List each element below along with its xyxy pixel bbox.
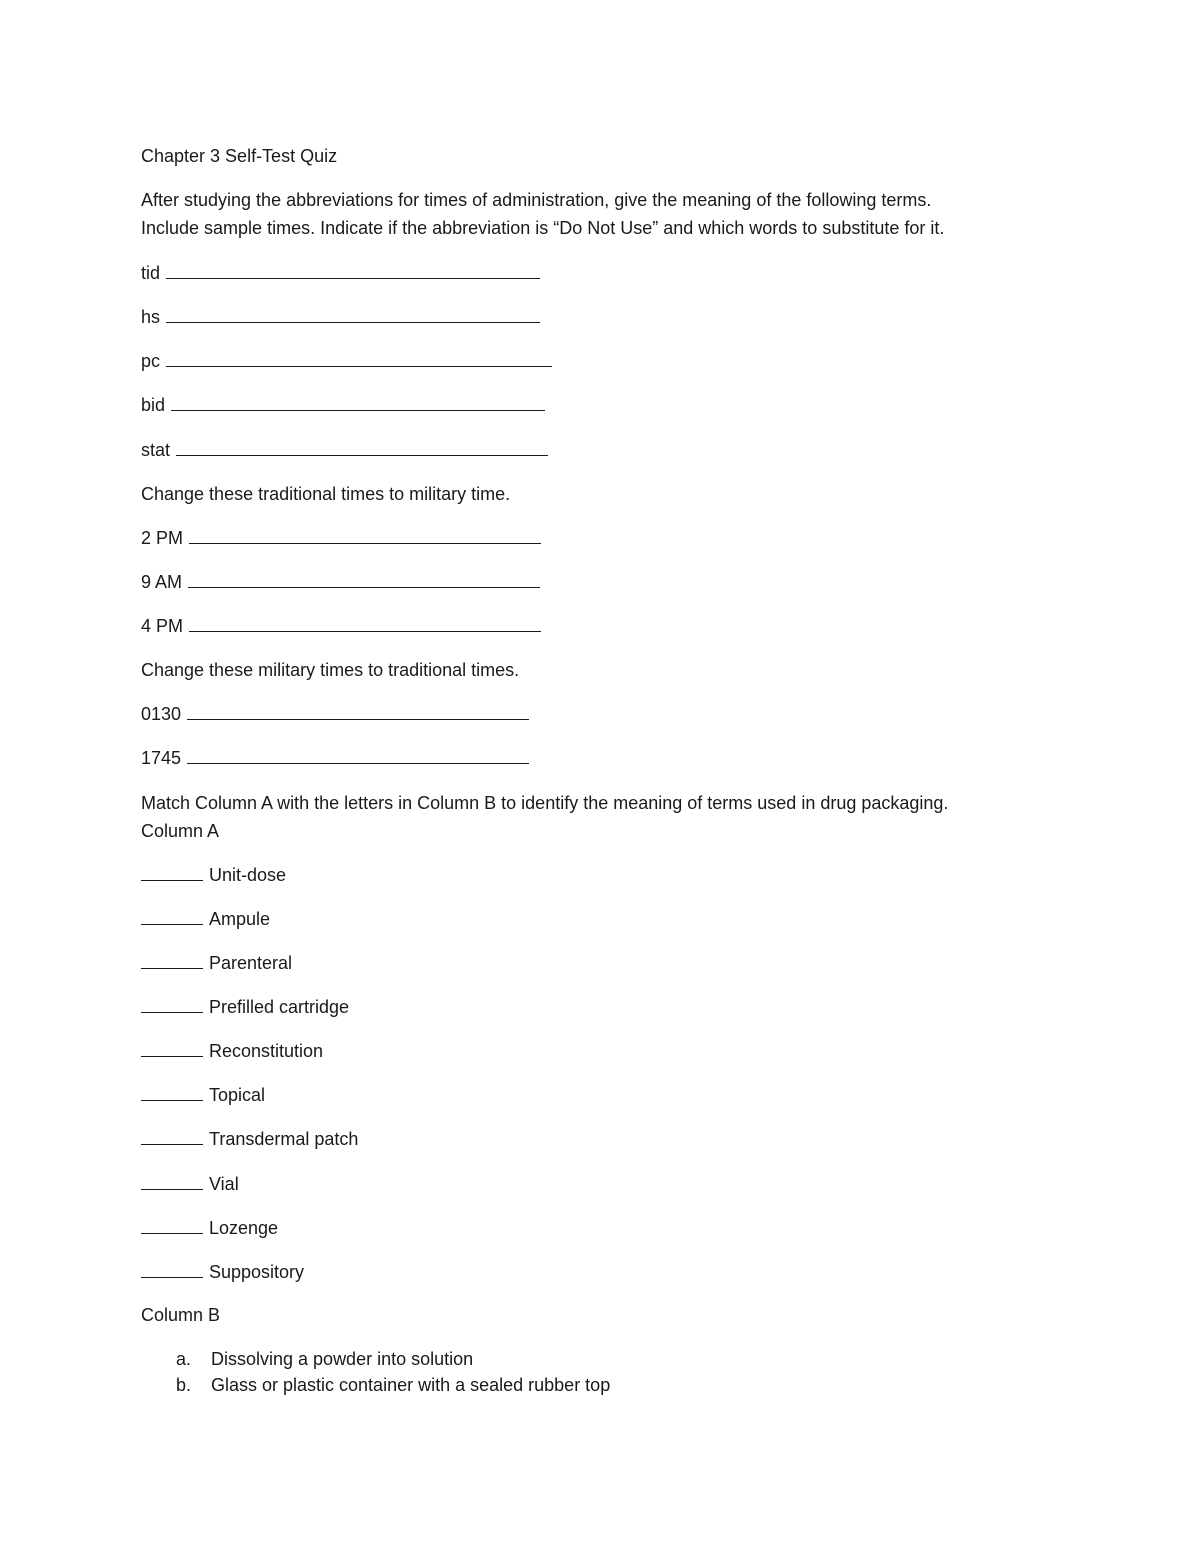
time-label: 1745 (141, 748, 182, 768)
column-a-heading: Column A (141, 821, 220, 841)
time-label: 9 AM (141, 572, 183, 592)
answer-blank[interactable] (166, 348, 552, 367)
answer-blank[interactable] (166, 260, 540, 279)
abbrev-label: tid (141, 263, 161, 283)
match-row (141, 993, 349, 1021)
answer-blank[interactable] (171, 392, 545, 411)
match-row (141, 949, 292, 977)
abbrev-label: stat (141, 440, 171, 460)
answer-blank[interactable] (189, 525, 541, 544)
match-blank[interactable] (141, 1038, 203, 1057)
abbrev-row-stat (141, 436, 548, 464)
term-label: Topical (209, 1085, 266, 1105)
intro-line-2: Include sample times. Indicate if the abbreviation is “Do Not Use” and which words to substitute for it. (141, 218, 945, 238)
match-blank[interactable] (141, 950, 203, 969)
term-label: Suppository (209, 1262, 305, 1282)
quiz-page (141, 0, 1071, 1553)
term-label: Vial (209, 1174, 239, 1194)
time-label: 0130 (141, 704, 182, 724)
answer-blank[interactable] (188, 569, 540, 588)
term-label: Ampule (209, 909, 271, 929)
match-blank[interactable] (141, 994, 203, 1013)
term-label: Prefilled cartridge (209, 997, 350, 1017)
list-marker: b. (176, 1375, 192, 1395)
match-row (141, 1258, 304, 1286)
column-b-text: Dissolving a powder into solution (211, 1349, 474, 1369)
column-b-item (141, 1346, 610, 1372)
abbrev-label: bid (141, 395, 166, 415)
column-b-text: Glass or plastic container with a sealed rubber top (211, 1375, 611, 1395)
time-row-9am (141, 568, 540, 596)
answer-blank[interactable] (166, 304, 540, 323)
answer-blank[interactable] (187, 701, 529, 720)
match-blank[interactable] (141, 1259, 203, 1278)
time-row-2pm (141, 524, 541, 552)
match-blank[interactable] (141, 1082, 203, 1101)
time-label: 2 PM (141, 528, 184, 548)
match-row (141, 1037, 323, 1065)
term-label: Parenteral (209, 953, 293, 973)
match-row (141, 1081, 265, 1109)
time-row-1745 (141, 744, 529, 772)
match-row (141, 1125, 358, 1153)
section-to-traditional: Change these military times to traditional times. (141, 660, 520, 680)
page-title: Chapter 3 Self-Test Quiz (141, 146, 338, 166)
time-row-4pm (141, 612, 541, 640)
term-label: Transdermal patch (209, 1129, 359, 1149)
term-label: Reconstitution (209, 1041, 324, 1061)
column-b-heading: Column B (141, 1305, 221, 1325)
column-b-list (141, 1346, 610, 1398)
match-blank[interactable] (141, 906, 203, 925)
match-blank[interactable] (141, 1126, 203, 1145)
match-blank[interactable] (141, 1215, 203, 1234)
term-label: Lozenge (209, 1218, 279, 1238)
match-instruction: Match Column A with the letters in Column B to identify the meaning of terms used in drug packaging. (141, 793, 949, 813)
answer-blank[interactable] (176, 437, 548, 456)
section-to-military: Change these traditional times to military time. (141, 484, 511, 504)
match-blank[interactable] (141, 862, 203, 881)
abbrev-row-tid (141, 259, 540, 287)
match-row (141, 905, 270, 933)
time-label: 4 PM (141, 616, 184, 636)
list-marker: a. (176, 1349, 192, 1369)
answer-blank[interactable] (189, 613, 541, 632)
match-row (141, 1170, 239, 1198)
answer-blank[interactable] (187, 745, 529, 764)
match-blank[interactable] (141, 1171, 203, 1190)
intro-line-1: After studying the abbreviations for times of administration, give the meaning of the following terms. (141, 190, 932, 210)
column-b-item (141, 1372, 610, 1398)
abbrev-label: hs (141, 307, 161, 327)
abbrev-row-hs (141, 303, 540, 331)
term-label: Unit-dose (209, 865, 287, 885)
abbrev-row-bid (141, 391, 545, 419)
abbrev-label: pc (141, 351, 161, 371)
match-row (141, 861, 286, 889)
abbrev-row-pc (141, 347, 552, 375)
time-row-0130 (141, 700, 529, 728)
match-row (141, 1214, 278, 1242)
